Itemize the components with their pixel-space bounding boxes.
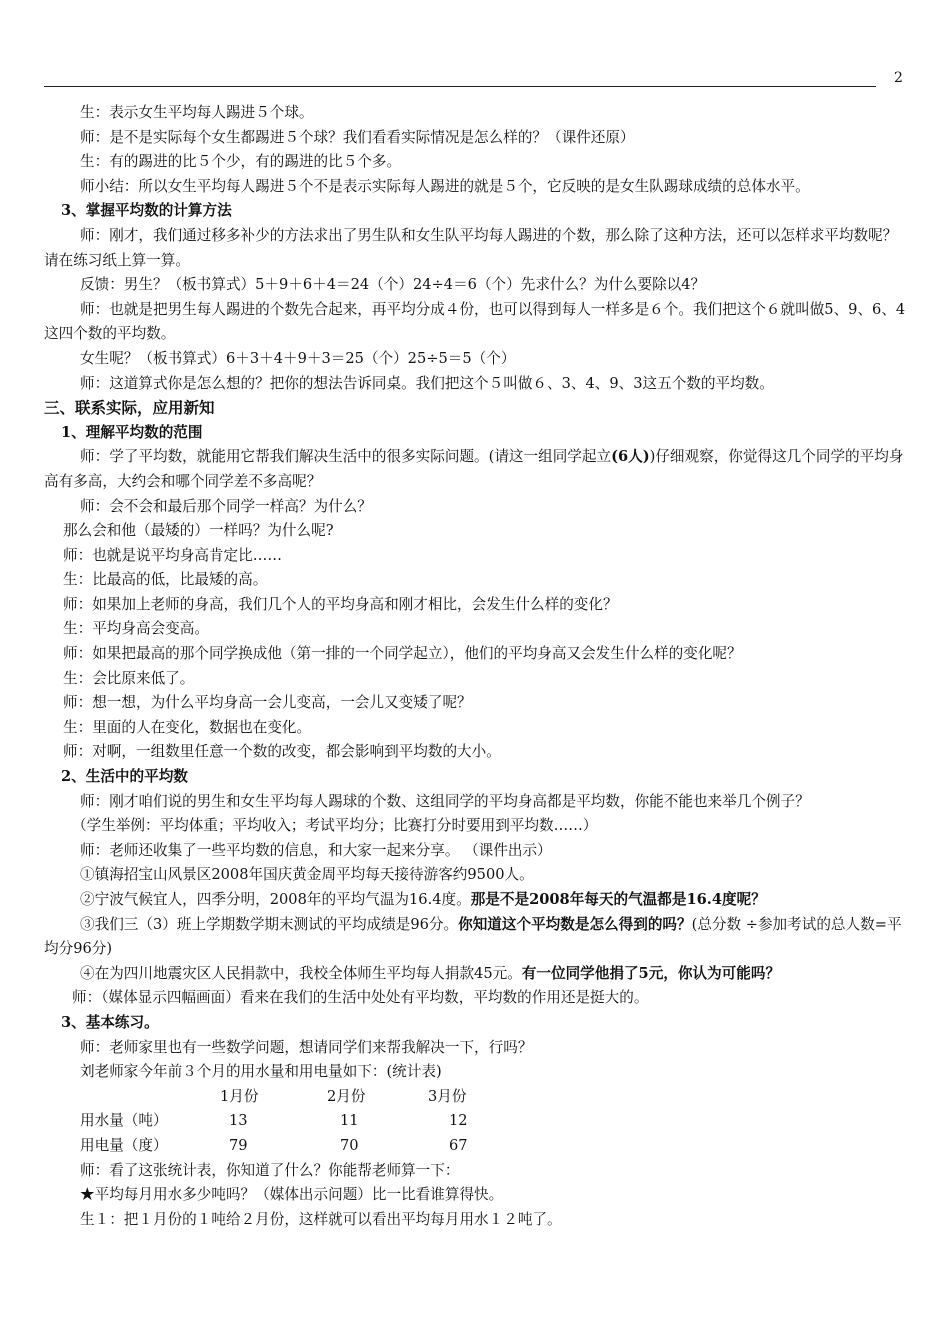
table-row-label: 用水量（吨） [80, 1112, 168, 1130]
table-cell: 11 [340, 1112, 359, 1130]
paragraph: 师：刚才咱们说的男生和女生平均每人踢球的个数、这组同学的平均身高都是平均数，你能不能也来举几个例子？ [80, 792, 810, 810]
table-cell: 12 [449, 1112, 468, 1130]
paragraph: 生：比最高的低，比最矮的高。 [63, 571, 268, 589]
paragraph [44, 445, 906, 494]
bold-text: 你知道这个平均数是怎么得到的吗？ [458, 915, 692, 933]
paragraph [44, 913, 906, 962]
subheading: 3、掌握平均数的计算方法 [61, 202, 232, 220]
table-row-label: 用电量（度） [80, 1136, 168, 1154]
paragraph: 生：平均身高会变高。 [63, 620, 209, 638]
text-run: ④在为四川地震灾区人民捐款中，我校全体师生平均每人捐款45元。 [80, 964, 522, 982]
paragraph: 师：看了这张统计表，你知道了什么？你能帮老师算一下： [80, 1161, 460, 1179]
table-row [44, 1109, 906, 1134]
paragraph: 反馈：男生？（板书算式）5＋9＋6＋4＝24（个）24÷4＝6（个）先求什么？为什么要除以4？ [80, 276, 706, 294]
paragraph: 生１：把１月份的１吨给２月份，这样就可以看出平均每月用水１２吨了。 [80, 1210, 562, 1228]
table-header-cell: 2月份 [327, 1087, 366, 1105]
subheading: 2、生活中的平均数 [61, 768, 188, 786]
paragraph: （学生举例：平均体重；平均收入；考试平均分；比赛打分时要用到平均数……） [72, 817, 598, 835]
bold-text: 有一位同学他捐了5元，你认为可能吗？ [521, 964, 781, 982]
paragraph: ①镇海招宝山风景区2008年国庆黄金周平均每天接待游客约9500人。 [80, 866, 534, 884]
paragraph: 师：会不会和最后那个同学一样高？为什么？ [80, 497, 372, 515]
paragraph: 刘老师家今年前３个月的用水量和用电量如下：(统计表) [80, 1063, 442, 1081]
document-body [44, 101, 906, 1232]
bold-text: 那是不是2008年每天的气温都是16.4度呢？ [470, 891, 766, 908]
paragraph: 生：表示女生平均每人踢进５个球。 [80, 104, 314, 121]
paragraph: 生：会比原来低了。 [63, 669, 195, 687]
paragraph: 师：如果加上老师的身高，我们几个人的平均身高和刚才相比，会发生什么样的变化？ [63, 595, 618, 613]
paragraph: 那么会和他（最矮的）一样吗？为什么呢? [63, 522, 334, 540]
paragraph: 生：有的踢进的比５个少，有的踢进的比５个多。 [80, 153, 402, 171]
paragraph: 师：刚才，我们通过移多补少的方法求出了男生队和女生队平均每人踢进的个数，那么除了这种方法，还可以怎样求平均数呢？请在练习纸上算一算。 [44, 226, 898, 269]
subheading: 1、理解平均数的范围 [61, 423, 203, 441]
paragraph: 师：这道算式你是怎么想的？把你的想法告诉同桌。我们把这个５叫做６、3、4、9、3这五个数的平均数。 [80, 374, 774, 392]
table-cell: 70 [340, 1136, 359, 1154]
paragraph: 师：想一想，为什么平均身高一会儿变高，一会儿又变矮了呢？ [63, 694, 472, 712]
bold-text: (6人) [611, 448, 650, 466]
paragraph: 师：老师还收集了一些平均数的信息，和大家一起来分享。 （课件出示） [80, 841, 552, 859]
table-header-cell: 1月份 [220, 1087, 259, 1105]
subheading: 3、基本练习。 [61, 1013, 159, 1031]
table-row [44, 1134, 906, 1159]
paragraph: 生：里面的人在变化，数据也在变化。 [63, 718, 312, 736]
text-run: 师：学了平均数，就能用它帮我们解决生活中的很多实际问题。(请这一组同学起立 [80, 448, 612, 466]
paragraph [44, 888, 906, 913]
paragraph: 师：是不是实际每个女生都踢进５个球？我们看看实际情况是怎么样的？（课件还原） [80, 128, 635, 146]
paragraph: 师：对啊，一组数里任意一个数的改变，都会影响到平均数的大小。 [63, 743, 501, 761]
paragraph: 师：也就是说平均身高肯定比…… [63, 546, 282, 564]
paragraph: 女生呢？（板书算式）6＋3＋4＋9＋3＝25（个）25÷5＝5（个） [80, 349, 516, 367]
section-heading: 三、联系实际，应用新知 [44, 398, 215, 418]
table-cell: 79 [229, 1136, 248, 1154]
header-rule [44, 86, 876, 87]
text-run: ②宁波气候宜人，四季分明，2008年的平均气温为16.4度。 [80, 891, 471, 908]
table-cell: 13 [229, 1112, 248, 1130]
text-run: )仔细观察，你觉得这几个同学的平均身高有多高，大约会和哪个同学差不多高呢？ [44, 448, 904, 490]
paragraph: 师小结：所以女生平均每人踢进５个不是表示实际每人踢进的就是５个，它反映的是女生队踢球成绩的总体水平。 [80, 177, 810, 195]
page-number: 2 [894, 70, 903, 86]
paragraph: 师：老师家里也有一些数学问题，想请同学们来帮我解决一下，行吗？ [80, 1038, 533, 1056]
text-run: ③我们三（3）班上学期数学期末测试的平均成绩是96分。 [80, 915, 459, 933]
paragraph: 师：如果把最高的那个同学换成他（第一排的一个同学起立），他们的平均身高又会发生什么样的变化呢？ [63, 645, 742, 663]
table-header-cell: 3月份 [428, 1087, 467, 1105]
paragraph: 师：也就是把男生每人踢进的个数先合起来，再平均分成４份，也可以得到每人一样多是６个。我们把这个６就叫做5、9、6、4这四个数的平均数。 [44, 300, 906, 343]
paragraph [44, 962, 906, 987]
text-run: (总分数 ÷参加考试的总人数=平均分96分) [44, 915, 902, 958]
table-header-row [44, 1085, 906, 1110]
table-cell: 67 [449, 1136, 468, 1154]
paragraph: ★平均每月用水多少吨吗？（媒体出示问题）比一比看谁算得快。 [80, 1186, 504, 1204]
paragraph: 师：（媒体显示四幅画面）看来在我们的生活中处处有平均数，平均数的作用还是挺大的。 [72, 989, 649, 1007]
